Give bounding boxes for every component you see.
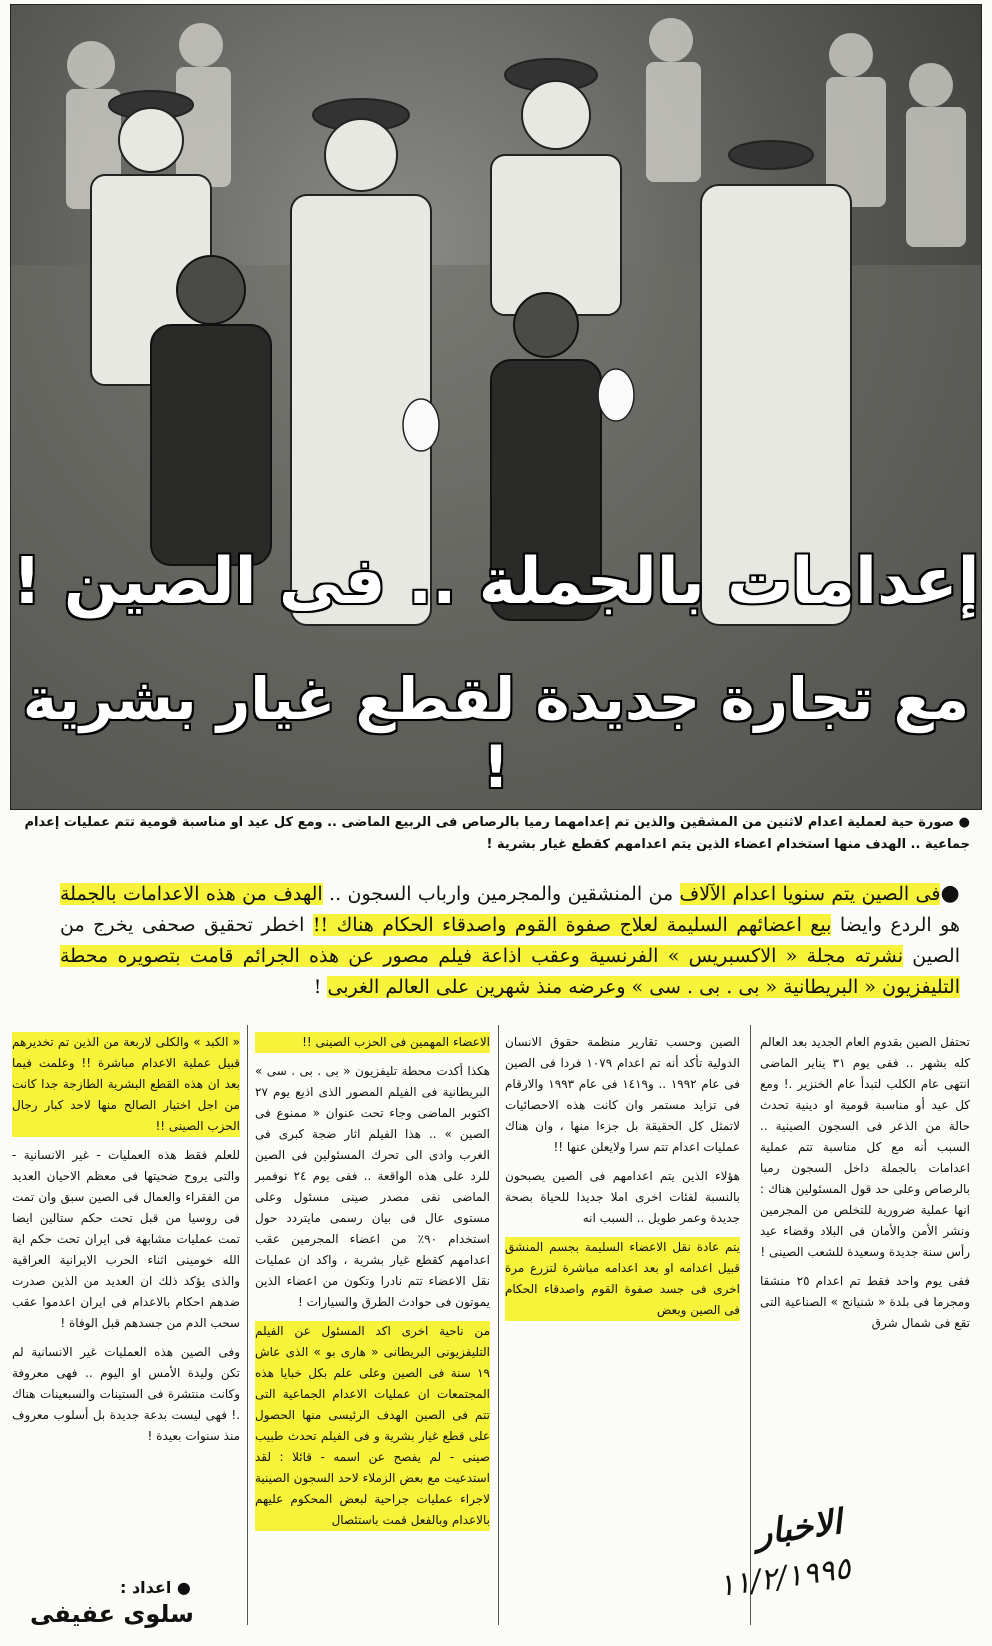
lead-highlight-4: نشرته مجلة « الاكسبريس » الفرنسية وعقب اذاعة فيلم مصور عن هذه الجرائم قامت بتصويره محطة التليفزيون « البريطانية « بى . بى . سى » وعرضه منذ شهرين على العالم الغربى	[60, 945, 960, 998]
article-column-2	[505, 1032, 740, 1329]
newspaper-stamp-name: الاخبار	[752, 1502, 845, 1554]
photo-caption: ● صورة حية لعملية اعدام لاثنين من المشقين والذين تم إعدامهما رميا بالرصاص فى الربيع الماضى .. ومع كل عيد او مناسبة قومية تتم عمليات إعدام جماعية .. الهدف منها استخدام اعضاء الذين يتم اعدامهم كقطع غيار بشرية !	[24, 815, 970, 852]
column-paragraph: هكذا أكدت محطة تليفزيون « بى . بى . سى » البريطانية فى الفيلم المصور الذى اذيع يوم ٢٧ اكتوبر الماضى وجاء تحت عنوان « ممنوع فى الصين » .. هذا الفيلم اثار ضجة كبرى فى الغرب وادى الى تحرك المسئولين فى الصين للرد على هذه الواقعة .. ففى يوم ٢٤ نوفمبر الماضى نفى مصدر صينى مسئول وعلى مستوى عال فى بيان رسمى مايتردد حول استخدام ٩٠٪ من اعضاء المجرمين عقب اعدامهم كقطع غيار بشرية ، واكد ان عمليات نقل الاعضاء تتم نادرا وتكون من اعضاء الذين يموتون فى حوادث الطرق والسيارات !	[255, 1064, 490, 1309]
column-paragraph-highlighted: يتم عادة نقل الاعضاء السليمة بجسم المنشق قبيل اعدامه او بعد اعدامه مباشرة لتزرع مرة اخرى فى جسد صفوة القوم واصدقاء الحكام فى الصين وبعض	[505, 1237, 740, 1321]
lead-highlight-1: فى الصين يتم سنويا اعدام الآلاف	[679, 883, 941, 905]
column-paragraph: تحتفل الصين بقدوم العام الجديد بعد العالم كله بشهر .. ففى يوم ٣١ يناير الماضى انتهى عام الكلب لتبدأ عام الخنزير .! ومع كل عيد أو مناسبة قومية او دينية تحدث حالة من الذعر فى السجون الصينية .. السبب أنه مع كل مناسبة تتم عملية اعدامات بالجملة داخل السجون رميا بالرصاص وعلى حد قول المسئولين هناك : انها عملية ضرورية للتخلص من المجرمين ونشر الأمن والأمان فى البلاد وقضاء عيد رأس سنة جديدة وسعيدة للشعب الصينى !	[760, 1035, 971, 1259]
lead-text-4: !	[313, 976, 328, 998]
byline-author: سلوى عفيفى	[30, 1600, 194, 1628]
lead-highlight-3: بيع اعضائهم السليمة لعلاج صفوة القوم واصدقاء الحكام هناك !!	[312, 914, 832, 936]
newspaper-stamp-date: ١١/٢/١٩٩٥	[716, 1550, 853, 1605]
byline-label: ● اعداد :	[120, 1578, 191, 1597]
column-divider	[498, 1025, 499, 1625]
column-paragraph: وفى الصين هذه العمليات غير الانسانية لم تكن وليدة الأمس او اليوم .. فهى معروفة وكانت منتشرة فى الستينات والسبعينات هناك .! فهى ليست بدعة جديدة بل أسلوب معروف منذ سنوات بعيدة !	[12, 1345, 240, 1443]
lead-text-1: من المنشقين والمجرمين وارباب السجون ..	[322, 883, 680, 905]
lead-text-3: اخطر تحقيق صحفى يخرج من الصين	[60, 914, 960, 967]
article-lead	[60, 878, 960, 1003]
article-column-1	[760, 1032, 970, 1342]
column-divider	[247, 1025, 248, 1625]
column-divider	[750, 1025, 751, 1625]
bullet-icon: ●	[940, 881, 960, 906]
article-column-4	[12, 1032, 240, 1455]
lead-highlight-2: الهدف من هذه الاعدامات بالجملة	[60, 883, 323, 905]
column-paragraph-highlighted: الاعضاء المهمين فى الحزب الصينى !!	[255, 1032, 490, 1053]
column-paragraph: للعلم فقط هذه العمليات - غير الانسانية - والتى يروح ضحيتها فى معظم الاحيان العديد من الفقراء والعمال فى الصين سبق وان تمت فى روسيا من قبل تحت حكم ستالين ايضا تمت عمليات مشابهة فى ايران تحت حكم اية الله خومينى اثناء الحرب الايرانية العراقية والذى يؤكد ذلك ان العديد من الذين صدرت ضدهم احكام بالاعدام فى ايران اعدموا عقب سحب الدم من جسدهم قبل الوفاة !	[12, 1148, 240, 1330]
article-column-3	[255, 1032, 490, 1539]
column-paragraph: الصين وحسب تقارير منظمة حقوق الانسان الدولية تأكد أنه تم اعدام ١٠٧٩ فردا فى الصين فى عام ١٩٩٢ .. و١٤١٩ فى عام ١٩٩٣ والارقام فى تزايد مستمر وان كانت هذه الاحصائيات لاتمثل كل الحقيقة بل جزءا منها ، وان هناك عمليات اعدام تتم سرا ولايعلن عنها !!	[505, 1035, 740, 1154]
column-paragraph: هؤلاء الذين يتم اعدامهم فى الصين يصبحون بالنسبة لفئات اخرى املا جديدا للحياة بصحة جديدة وعمر طويل .. السبب انه	[505, 1169, 740, 1225]
column-paragraph-highlighted: « الكبد » والكلى لاربعة من الذين تم تخديرهم قبيل عملية الاعدام مباشرة !! وعلمت فيما بعد ان هذه القطع البشرية الطازجة جدا كانت من اجل اختيار الصالح منها لاحد كبار رجال الحزب الصينى !!	[12, 1032, 240, 1137]
column-paragraph: ففى يوم واحد فقط تم اعدام ٢٥ منشقا ومجرما فى بلدة « شنيانج » الصناعية التى تقع فى شمال شرق	[760, 1274, 971, 1330]
article-photo	[10, 4, 982, 810]
headline-line-2: مع تجارة جديدة لقطع غيار بشرية !	[22, 665, 970, 801]
lead-text-2: هو الردع وايضا	[831, 914, 960, 936]
column-paragraph-highlighted: من ناحية اخرى اكد المسئول عن الفيلم التليفزيونى البريطانى « هارى بو » الذى عاش ١٩ سنة فى الصين وعلى علم بكل خبايا هذه المجتمعات ان عمليات الاعدام الجماعية التى تتم فى الصين الهدف الرئيسى منها الحصول على قطع غيار بشرية و فى الفيلم تحدث طبيب صينى - لم يفصح عن اسمه - قائلا : لقد استدعيت مع بعض الزملاء لاحد السجون الصينية لاجراء عمليات جراحية لبعض المحكوم عليهم بالاعدام وبالفعل قمت باستئصال	[255, 1321, 490, 1531]
headline-line-1: إعدامات بالجملة .. فى الصين !	[12, 545, 980, 619]
